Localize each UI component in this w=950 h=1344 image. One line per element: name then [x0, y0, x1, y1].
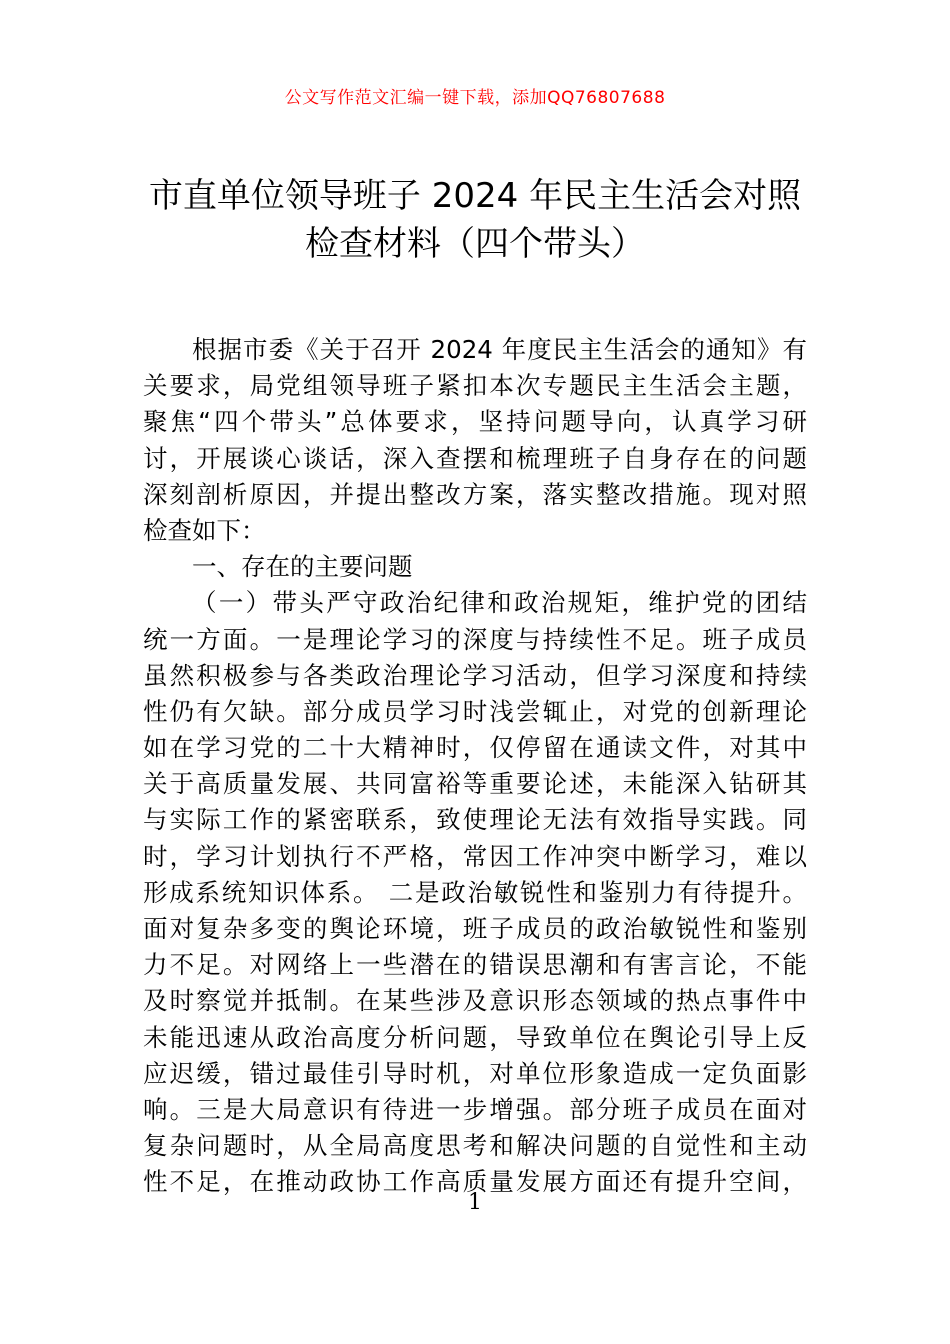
page-number: 1 [468, 1190, 482, 1215]
body-line: （一）带头严守政治纪律和政治规矩，维护党的团结 [192, 588, 807, 618]
body-line: 应迟缓，错过最佳引导时机，对单位形象造成一定负面影 [143, 1058, 807, 1088]
body-line: 未能迅速从政治高度分析问题，导致单位在舆论引导上反 [143, 1022, 807, 1052]
body-line: 响。三是大局意识有待进一步增强。部分班子成员在面对 [143, 1094, 807, 1124]
document-body [143, 332, 807, 1201]
body-line: 讨，开展谈心谈话，深入查摆和梳理班子自身存在的问题 [143, 443, 807, 473]
body-line: 检查如下： [143, 515, 266, 545]
download-note: 公文写作范文汇编一键下载，添加QQ76807688 [284, 88, 666, 108]
body-line: 时，学习计划执行不严格，常因工作冲突中断学习，难以 [143, 841, 807, 871]
body-line: 聚焦“四个带头”总体要求，坚持问题导向，认真学习研 [143, 407, 807, 437]
body-line: 统一方面。一是理论学习的深度与持续性不足。班子成员 [143, 624, 807, 654]
body-line: 性不足，在推动政协工作高质量发展方面还有提升空间， [143, 1167, 807, 1197]
body-line: 如在学习党的二十大精神时，仅停留在通读文件，对其中 [143, 733, 807, 763]
body-line: 关于高质量发展、共同富裕等重要论述，未能深入钻研其 [143, 769, 807, 799]
body-line: 形成系统知识体系。 二是政治敏锐性和鉴别力有待提升。 [143, 877, 807, 907]
body-line: 及时察觉并抵制。在某些涉及意识形态领域的热点事件中 [143, 986, 807, 1016]
body-line: 关要求，局党组领导班子紧扣本次专题民主生活会主题， [143, 371, 807, 401]
body-line: 复杂问题时，从全局高度思考和解决问题的自觉性和主动 [143, 1131, 807, 1161]
body-line: 面对复杂多变的舆论环境，班子成员的政治敏锐性和鉴别 [143, 914, 807, 943]
body-line: 与实际工作的紧密联系，致使理论无法有效指导实践。同 [143, 805, 807, 835]
body-line: 根据市委《关于召开 2024 年度民主生活会的通知》有 [192, 335, 807, 364]
document-title-line-1: 市直单位领导班子 2024 年民主生活会对照 [148, 176, 802, 216]
body-line: 一、存在的主要问题 [192, 552, 413, 582]
body-line: 深刻剖析原因，并提出整改方案，落实整改措施。现对照 [143, 479, 807, 509]
body-line: 虽然积极参与各类政治理论学习活动，但学习深度和持续 [143, 660, 807, 690]
document-title-line-2: 检查材料（四个带头） [305, 224, 645, 264]
body-line: 性仍有欠缺。部分成员学习时浅尝辄止，对党的创新理论 [143, 696, 807, 726]
body-line: 力不足。对网络上一些潜在的错误思潮和有害言论，不能 [143, 950, 807, 980]
